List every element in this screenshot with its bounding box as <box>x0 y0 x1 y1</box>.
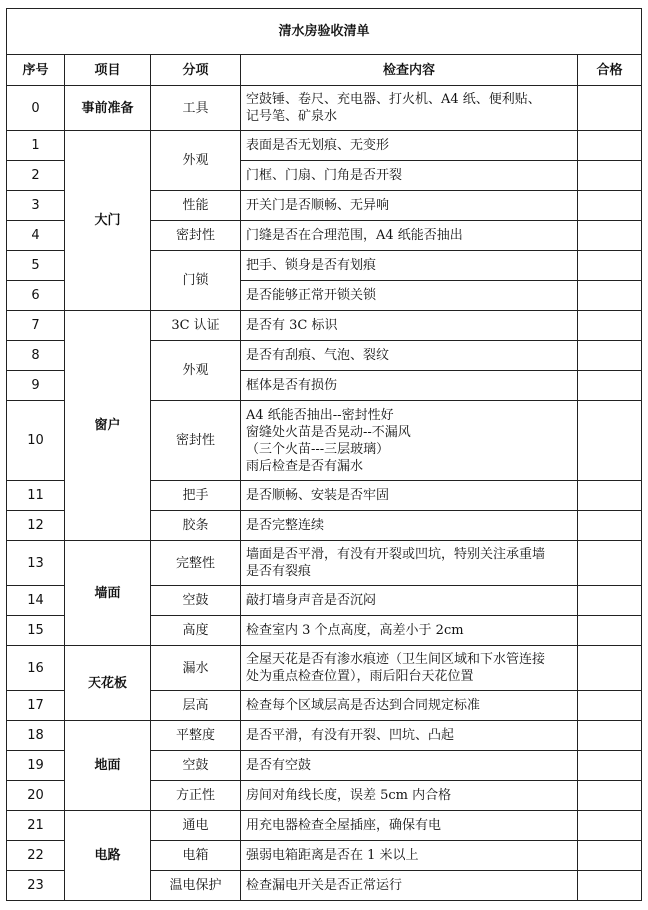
row-content <box>241 341 578 371</box>
row-subitem: 通电 <box>151 811 241 841</box>
pass-checkbox-cell[interactable] <box>578 691 642 721</box>
content-line: 是否有刮痕、气泡、裂纹 <box>246 348 390 363</box>
row-content <box>241 541 578 586</box>
pass-checkbox-cell[interactable] <box>578 311 642 341</box>
content-line: 是否能够正常开锁关锁 <box>246 288 377 303</box>
row-subitem: 性能 <box>151 191 241 221</box>
header-pass: 合格 <box>578 55 642 86</box>
content-line: 检查室内 3 个点高度，高差小于 2cm <box>246 623 464 638</box>
row-number: 15 <box>7 616 65 646</box>
row-content <box>241 311 578 341</box>
table-row <box>7 721 642 751</box>
header-content: 检查内容 <box>241 55 578 86</box>
content-line: 敲打墙身声音是否沉闷 <box>246 593 377 608</box>
row-subitem: 高度 <box>151 616 241 646</box>
row-content <box>241 811 578 841</box>
table-row <box>7 541 642 586</box>
row-subitem: 电箱 <box>151 841 241 871</box>
pass-checkbox-cell[interactable] <box>578 251 642 281</box>
row-number: 3 <box>7 191 65 221</box>
row-content <box>241 161 578 191</box>
pass-checkbox-cell[interactable] <box>578 281 642 311</box>
row-content <box>241 371 578 401</box>
row-content <box>241 281 578 311</box>
pass-checkbox-cell[interactable] <box>578 191 642 221</box>
row-item: 大门 <box>65 131 151 311</box>
row-subitem: 空鼓 <box>151 751 241 781</box>
row-number: 20 <box>7 781 65 811</box>
header-no: 序号 <box>7 55 65 86</box>
row-number: 13 <box>7 541 65 586</box>
row-content <box>241 751 578 781</box>
row-subitem: 外观 <box>151 131 241 191</box>
row-number: 22 <box>7 841 65 871</box>
row-subitem: 胶条 <box>151 511 241 541</box>
content-line: 框体是否有损伤 <box>246 378 338 393</box>
pass-checkbox-cell[interactable] <box>578 511 642 541</box>
content-line: 窗缝处火苗是否晃动--不漏风 <box>246 424 411 440</box>
content-line: 强弱电箱距离是否在 1 米以上 <box>246 848 419 863</box>
row-number: 6 <box>7 281 65 311</box>
row-subitem: 工具 <box>151 86 241 131</box>
content-line: 处为重点检查位置），雨后阳台天花位置 <box>246 669 474 684</box>
table-row <box>7 311 642 341</box>
pass-checkbox-cell[interactable] <box>578 841 642 871</box>
row-subitem: 空鼓 <box>151 586 241 616</box>
content-line: 把手、锁身是否有划痕 <box>246 258 377 273</box>
row-number: 5 <box>7 251 65 281</box>
row-number: 21 <box>7 811 65 841</box>
row-number: 7 <box>7 311 65 341</box>
pass-checkbox-cell[interactable] <box>578 401 642 481</box>
pass-checkbox-cell[interactable] <box>578 341 642 371</box>
row-number: 11 <box>7 481 65 511</box>
content-line: 全屋天花是否有渗水痕迹（卫生间区域和下水管连接 <box>246 652 546 667</box>
row-number: 19 <box>7 751 65 781</box>
pass-checkbox-cell[interactable] <box>578 646 642 691</box>
table-row <box>7 646 642 691</box>
row-number: 12 <box>7 511 65 541</box>
row-number: 23 <box>7 871 65 901</box>
row-content <box>241 191 578 221</box>
content-line: 是否平滑，有没有开裂、凹坑、凸起 <box>246 728 455 743</box>
row-content <box>241 221 578 251</box>
row-content <box>241 481 578 511</box>
row-content <box>241 841 578 871</box>
row-content <box>241 586 578 616</box>
pass-checkbox-cell[interactable] <box>578 871 642 901</box>
row-number: 2 <box>7 161 65 191</box>
content-line: 是否有空鼓 <box>246 758 312 773</box>
row-content <box>241 131 578 161</box>
row-content <box>241 721 578 751</box>
row-content <box>241 616 578 646</box>
table-row <box>7 86 642 131</box>
row-subitem: 温电保护 <box>151 871 241 901</box>
pass-checkbox-cell[interactable] <box>578 616 642 646</box>
row-number: 14 <box>7 586 65 616</box>
pass-checkbox-cell[interactable] <box>578 161 642 191</box>
pass-checkbox-cell[interactable] <box>578 86 642 131</box>
pass-checkbox-cell[interactable] <box>578 221 642 251</box>
row-item: 电路 <box>65 811 151 901</box>
row-subitem: 门锁 <box>151 251 241 311</box>
row-number: 18 <box>7 721 65 751</box>
row-number: 1 <box>7 131 65 161</box>
content-line: 是否有裂痕 <box>246 564 312 579</box>
content-line: 检查每个区域层高是否达到合同规定标准 <box>246 698 481 713</box>
pass-checkbox-cell[interactable] <box>578 751 642 781</box>
content-line: 是否顺畅、安装是否牢固 <box>246 488 390 503</box>
pass-checkbox-cell[interactable] <box>578 811 642 841</box>
row-number: 16 <box>7 646 65 691</box>
row-content <box>241 511 578 541</box>
content-line: A4 纸能否抽出--密封性好 <box>246 407 394 423</box>
row-subitem: 密封性 <box>151 221 241 251</box>
content-line: 门框、门扇、门角是否开裂 <box>246 168 403 183</box>
table-row <box>7 811 642 841</box>
header-sub: 分项 <box>151 55 241 86</box>
pass-checkbox-cell[interactable] <box>578 371 642 401</box>
header-item: 项目 <box>65 55 151 86</box>
row-subitem: 密封性 <box>151 401 241 481</box>
row-content <box>241 781 578 811</box>
pass-checkbox-cell[interactable] <box>578 481 642 511</box>
pass-checkbox-cell[interactable] <box>578 586 642 616</box>
row-content <box>241 646 578 691</box>
content-line: 是否有 3C 标识 <box>246 318 338 333</box>
content-line: 表面是否无划痕、无变形 <box>246 138 390 153</box>
content-line: 房间对角线长度，误差 5cm 内合格 <box>246 788 452 803</box>
content-line: （三个火苗---三层玻璃） <box>246 441 390 457</box>
content-line: 雨后检查是否有漏水 <box>246 458 364 474</box>
page-title: 清水房验收清单 <box>7 9 642 55</box>
row-content <box>241 251 578 281</box>
row-number: 8 <box>7 341 65 371</box>
row-item: 窗户 <box>65 311 151 541</box>
row-content <box>241 401 578 481</box>
content-line: 是否完整连续 <box>246 518 325 533</box>
row-subitem: 层高 <box>151 691 241 721</box>
row-item: 事前准备 <box>65 86 151 131</box>
row-number: 9 <box>7 371 65 401</box>
content-line: 墙面是否平滑，有没有开裂或凹坑，特别关注承重墙 <box>246 547 546 562</box>
row-subitem: 方正性 <box>151 781 241 811</box>
row-content <box>241 691 578 721</box>
content-line: 用充电器检查全屋插座，确保有电 <box>246 818 442 833</box>
content-line: 记号笔、矿泉水 <box>246 109 338 124</box>
pass-checkbox-cell[interactable] <box>578 781 642 811</box>
row-item: 天花板 <box>65 646 151 721</box>
content-line: 空鼓锤、卷尺、充电器、打火机、A4 纸、便利贴、 <box>246 92 541 107</box>
row-number: 10 <box>7 401 65 481</box>
row-item: 墙面 <box>65 541 151 646</box>
content-line: 门缝是否在合理范围，A4 纸能否抽出 <box>246 228 463 243</box>
row-subitem: 平整度 <box>151 721 241 751</box>
row-subitem: 把手 <box>151 481 241 511</box>
content-line: 检查漏电开关是否正常运行 <box>246 878 403 893</box>
header-row <box>7 55 642 86</box>
table-row <box>7 131 642 161</box>
pass-checkbox-cell[interactable] <box>578 131 642 161</box>
inspection-checklist-table <box>6 8 642 901</box>
row-number: 4 <box>7 221 65 251</box>
row-subitem: 3C 认证 <box>151 311 241 341</box>
row-content <box>241 86 578 131</box>
row-subitem: 外观 <box>151 341 241 401</box>
row-content <box>241 871 578 901</box>
row-subitem: 漏水 <box>151 646 241 691</box>
row-number: 0 <box>7 86 65 131</box>
pass-checkbox-cell[interactable] <box>578 541 642 586</box>
row-item: 地面 <box>65 721 151 811</box>
content-line: 开关门是否顺畅、无异响 <box>246 198 390 213</box>
pass-checkbox-cell[interactable] <box>578 721 642 751</box>
row-subitem: 完整性 <box>151 541 241 586</box>
row-number: 17 <box>7 691 65 721</box>
